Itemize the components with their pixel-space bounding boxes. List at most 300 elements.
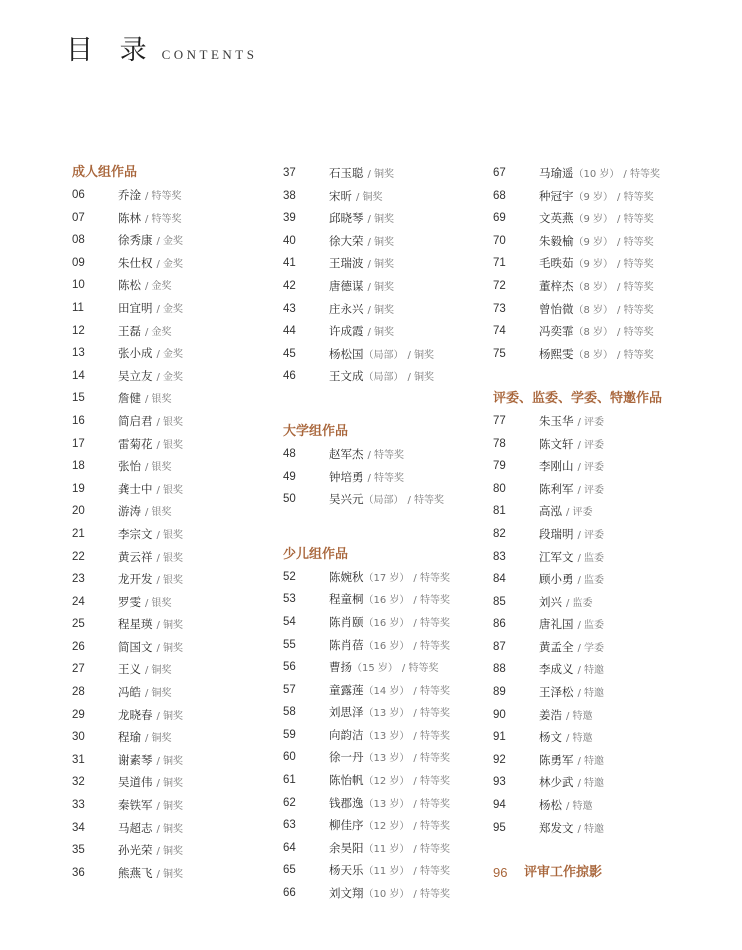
toc-entry[interactable] bbox=[72, 410, 272, 433]
toc-entry[interactable] bbox=[493, 636, 703, 659]
entry-page-number: 41 bbox=[283, 257, 296, 270]
entry-text bbox=[118, 591, 172, 616]
entry-page-number: 31 bbox=[72, 753, 85, 766]
entry-name: 陈怡帆 bbox=[329, 773, 364, 788]
entry-award: / 评委 bbox=[577, 529, 605, 541]
toc-entry[interactable] bbox=[72, 297, 272, 320]
entry-page-number: 14 bbox=[72, 369, 85, 382]
entry-award: / 金奖 bbox=[145, 326, 172, 338]
toc-entry[interactable] bbox=[72, 252, 272, 275]
toc-entry[interactable] bbox=[283, 443, 483, 466]
entry-text bbox=[118, 478, 183, 503]
entry-page-number: 40 bbox=[283, 234, 296, 247]
toc-entry[interactable] bbox=[283, 634, 483, 657]
entry-award: / 特等奖 bbox=[367, 449, 405, 461]
entry-text bbox=[539, 410, 604, 435]
entry-name: 种冠宇 bbox=[539, 188, 574, 203]
entry-award: / 铜奖 bbox=[156, 710, 184, 722]
entry-note: （12 岁） bbox=[363, 821, 410, 833]
entry-name: 龙晓春 bbox=[118, 707, 153, 722]
toc-entry[interactable] bbox=[283, 611, 483, 634]
entry-name: 马瑜遥 bbox=[539, 166, 574, 180]
entry-award: / 特等奖 bbox=[413, 866, 450, 878]
entry-name: 许成霞 bbox=[329, 324, 364, 339]
toc-entry[interactable] bbox=[283, 792, 483, 815]
toc-column-2 bbox=[283, 162, 483, 905]
entry-award: / 银奖 bbox=[156, 484, 184, 496]
entry-text bbox=[329, 252, 394, 277]
entry-award: / 金奖 bbox=[145, 281, 172, 293]
toc-entry[interactable] bbox=[283, 679, 483, 702]
entry-award: / 评委 bbox=[566, 507, 593, 519]
entry-award: / 特邀 bbox=[577, 665, 605, 677]
toc-entry[interactable] bbox=[493, 230, 703, 253]
toc-entry[interactable] bbox=[493, 704, 703, 727]
entry-award: / 铜奖 bbox=[367, 169, 395, 180]
entry-name: 江军文 bbox=[539, 549, 574, 564]
toc-entry[interactable] bbox=[493, 749, 703, 772]
entry-text bbox=[118, 613, 183, 638]
entry-award: / 金奖 bbox=[156, 349, 184, 361]
entry-text bbox=[118, 500, 172, 525]
entry-note: （17 岁） bbox=[363, 572, 410, 584]
entry-award: / 特等奖 bbox=[413, 730, 450, 742]
entry-text bbox=[539, 252, 654, 277]
entry-text bbox=[118, 274, 172, 299]
toc-entry[interactable] bbox=[283, 746, 483, 769]
entry-name: 黄云祥 bbox=[118, 549, 153, 564]
toc-entry[interactable] bbox=[493, 613, 703, 636]
entry-name: 陈利军 bbox=[539, 481, 574, 496]
toc-entry[interactable] bbox=[72, 749, 272, 772]
entry-page-number: 86 bbox=[493, 618, 506, 631]
entry-page-number: 15 bbox=[72, 392, 85, 405]
entry-award: / 特邀 bbox=[577, 688, 605, 700]
entry-page-number: 16 bbox=[72, 414, 85, 427]
entry-text bbox=[118, 771, 183, 796]
entry-text bbox=[118, 455, 172, 480]
toc-entry[interactable] bbox=[283, 656, 483, 679]
entry-note: （16 岁） bbox=[363, 595, 410, 607]
toc-entry[interactable] bbox=[72, 478, 272, 501]
entry-note: （9 岁） bbox=[573, 214, 614, 226]
section-title-youth: 少儿组作品 bbox=[283, 546, 349, 562]
entry-text bbox=[539, 591, 593, 616]
entry-text bbox=[539, 726, 593, 751]
entry-page-number: 82 bbox=[493, 527, 506, 540]
toc-entry[interactable] bbox=[493, 320, 703, 343]
toc-entry[interactable] bbox=[283, 859, 483, 882]
entry-name: 张小成 bbox=[118, 346, 153, 361]
entry-page-number: 49 bbox=[283, 470, 296, 483]
toc-entry[interactable] bbox=[72, 433, 272, 456]
entry-text bbox=[329, 566, 450, 591]
entry-page-number: 60 bbox=[283, 751, 296, 764]
entry-name: 罗雯 bbox=[118, 594, 141, 609]
entry-text bbox=[329, 656, 438, 681]
toc-entry[interactable] bbox=[283, 488, 483, 511]
entry-text bbox=[118, 184, 182, 209]
entry-award: / 评委 bbox=[577, 484, 605, 496]
toc-entry[interactable] bbox=[493, 252, 703, 275]
entry-award: / 银奖 bbox=[156, 575, 184, 587]
entry-text bbox=[539, 433, 604, 458]
entry-name: 文英燕 bbox=[539, 211, 574, 226]
entry-name: 邱晓琴 bbox=[329, 211, 364, 226]
entry-award: / 特等奖 bbox=[413, 617, 450, 629]
toc-entry[interactable] bbox=[493, 162, 703, 185]
entry-note: （8 岁） bbox=[573, 327, 614, 339]
entry-page-number: 38 bbox=[283, 189, 296, 202]
toc-entry[interactable] bbox=[72, 207, 272, 230]
entry-award: / 铜奖 bbox=[367, 327, 395, 339]
toc-entry[interactable] bbox=[72, 455, 272, 478]
entry-text bbox=[329, 588, 450, 613]
entry-name: 柳佳序 bbox=[329, 818, 364, 833]
entry-page-number: 62 bbox=[283, 796, 296, 809]
toc-entry[interactable] bbox=[493, 455, 703, 478]
entry-note: （9 岁） bbox=[573, 259, 614, 271]
entry-name: 杨天乐 bbox=[329, 863, 364, 878]
toc-entry[interactable] bbox=[283, 724, 483, 747]
entry-name: 詹健 bbox=[118, 391, 141, 406]
toc-entry[interactable] bbox=[72, 839, 272, 862]
entry-page-number: 21 bbox=[72, 527, 85, 540]
toc-entry[interactable] bbox=[493, 343, 703, 366]
entry-name: 刘文翔 bbox=[329, 886, 364, 901]
entry-text bbox=[539, 500, 593, 525]
entry-name: 黄孟全 bbox=[539, 639, 574, 654]
entry-award: / 银奖 bbox=[156, 552, 184, 564]
entry-award: / 银奖 bbox=[156, 439, 184, 451]
entry-name: 程瑜 bbox=[118, 730, 141, 745]
entry-note: （13 岁） bbox=[363, 708, 410, 720]
entry-name: 陈文轩 bbox=[539, 436, 574, 451]
entry-name: 冯皓 bbox=[118, 685, 141, 700]
toc-entry[interactable] bbox=[72, 794, 272, 817]
toc-entry[interactable] bbox=[283, 466, 483, 489]
entry-page-number: 56 bbox=[283, 661, 296, 674]
entry-text bbox=[118, 546, 183, 571]
toc-column-3 bbox=[493, 162, 703, 885]
entry-page-number: 34 bbox=[72, 821, 85, 834]
entry-page-number: 46 bbox=[283, 370, 296, 383]
entry-page-number: 93 bbox=[493, 776, 506, 789]
toc-entry[interactable] bbox=[283, 365, 483, 388]
entry-award: / 铜奖 bbox=[145, 733, 172, 745]
toc-entry[interactable] bbox=[493, 478, 703, 501]
entry-text bbox=[539, 320, 654, 345]
entry-award: / 铜奖 bbox=[156, 778, 184, 790]
toc-entry[interactable] bbox=[493, 410, 703, 433]
entry-award: / 铜奖 bbox=[407, 349, 435, 361]
entry-text bbox=[118, 297, 183, 322]
entry-text bbox=[329, 769, 450, 794]
entry-award: / 铜奖 bbox=[367, 214, 395, 226]
entry-text bbox=[539, 275, 654, 300]
entry-text bbox=[329, 230, 394, 255]
entry-text bbox=[329, 320, 394, 345]
entry-page-number: 25 bbox=[72, 618, 85, 631]
entry-page-number: 12 bbox=[72, 324, 85, 337]
toc-entry[interactable] bbox=[283, 230, 483, 253]
entry-text bbox=[329, 837, 450, 862]
toc-entry[interactable] bbox=[283, 207, 483, 230]
entry-name: 秦铁军 bbox=[118, 798, 153, 813]
toc-entry[interactable] bbox=[493, 658, 703, 681]
toc-entry[interactable] bbox=[283, 320, 483, 343]
entry-note: （10 岁） bbox=[363, 889, 410, 901]
entry-name: 董梓杰 bbox=[539, 278, 574, 293]
toc-list-adult-cont bbox=[283, 162, 483, 388]
entry-page-number: 95 bbox=[493, 821, 506, 834]
entry-award: / 铜奖 bbox=[367, 236, 395, 248]
entry-text bbox=[329, 792, 450, 817]
entry-text bbox=[118, 433, 183, 458]
entry-page-number: 74 bbox=[493, 325, 506, 338]
toc-entry[interactable] bbox=[493, 568, 703, 591]
entry-award: / 特等奖 bbox=[617, 259, 654, 271]
entry-award: / 特等奖 bbox=[413, 685, 450, 697]
entry-award: / 学委 bbox=[577, 642, 605, 654]
entry-award: / 特等奖 bbox=[407, 495, 445, 507]
entry-page-number: 72 bbox=[493, 279, 506, 292]
entry-award: / 银奖 bbox=[145, 597, 172, 609]
toc-entry[interactable] bbox=[283, 298, 483, 321]
entry-name: 程星瑛 bbox=[118, 617, 153, 632]
entry-name: 陈松 bbox=[118, 278, 141, 293]
entry-name: 马超志 bbox=[118, 820, 153, 835]
entry-page-number: 06 bbox=[72, 189, 85, 201]
entry-note: （13 岁） bbox=[363, 753, 410, 765]
entry-award: / 银奖 bbox=[156, 416, 184, 428]
toc-entry[interactable] bbox=[283, 588, 483, 611]
toc-entry[interactable] bbox=[72, 636, 272, 659]
entry-name: 刘兴 bbox=[539, 594, 562, 609]
toc-entry[interactable] bbox=[283, 275, 483, 298]
entry-award: / 特等奖 bbox=[145, 191, 182, 202]
entry-award: / 特等奖 bbox=[617, 214, 654, 226]
entry-award: / 银奖 bbox=[156, 529, 184, 541]
entry-award: / 银奖 bbox=[145, 462, 172, 474]
toc-entry[interactable] bbox=[283, 185, 483, 208]
entry-text bbox=[539, 681, 604, 706]
entry-text bbox=[329, 488, 444, 513]
toc-entry[interactable] bbox=[72, 229, 272, 252]
entry-note: （16 岁） bbox=[363, 617, 410, 629]
toc-list-university bbox=[283, 443, 483, 511]
toc-entry[interactable] bbox=[72, 613, 272, 636]
toc-entry[interactable] bbox=[493, 591, 703, 614]
entry-text bbox=[118, 320, 172, 345]
toc-entry[interactable] bbox=[72, 546, 272, 569]
entry-award: / 特等奖 bbox=[145, 213, 182, 225]
toc-entry[interactable] bbox=[283, 882, 483, 905]
toc-list-youth bbox=[283, 566, 483, 905]
entry-name: 谢素琴 bbox=[118, 752, 153, 767]
entry-page-number: 78 bbox=[493, 437, 506, 450]
toc-entry[interactable] bbox=[72, 704, 272, 727]
toc-entry[interactable] bbox=[72, 568, 272, 591]
entry-text bbox=[539, 658, 604, 683]
entry-page-number: 29 bbox=[72, 708, 85, 721]
entry-name: 吴道伟 bbox=[118, 775, 153, 790]
toc-entry[interactable] bbox=[72, 342, 272, 365]
entry-name: 刘思泽 bbox=[329, 705, 364, 720]
entry-page-number: 79 bbox=[493, 460, 506, 473]
entry-award: / 特等奖 bbox=[617, 349, 654, 361]
entry-award: / 特等奖 bbox=[413, 708, 450, 720]
toc-entry[interactable] bbox=[72, 726, 272, 749]
entry-name: 童露莲 bbox=[329, 682, 364, 697]
entry-page-number: 55 bbox=[283, 638, 296, 651]
entry-page-number: 17 bbox=[72, 437, 85, 450]
entry-name: 陈林 bbox=[118, 210, 141, 225]
toc-entry[interactable] bbox=[283, 701, 483, 724]
toc-entry[interactable] bbox=[283, 814, 483, 837]
toc-entry[interactable] bbox=[493, 771, 703, 794]
entry-page-number: 33 bbox=[72, 799, 85, 812]
entry-page-number: 65 bbox=[283, 864, 296, 877]
entry-page-number: 30 bbox=[72, 731, 85, 744]
toc-entry[interactable] bbox=[493, 275, 703, 298]
entry-name: 杨松 bbox=[539, 798, 562, 813]
toc-entry[interactable] bbox=[72, 658, 272, 681]
entry-text bbox=[118, 726, 172, 751]
entry-text bbox=[539, 478, 604, 503]
toc-entry[interactable] bbox=[72, 817, 272, 840]
entry-note: （局部） bbox=[363, 349, 404, 361]
entry-page-number: 83 bbox=[493, 550, 506, 563]
toc-entry[interactable] bbox=[493, 523, 703, 546]
toc-list-adult bbox=[72, 184, 272, 884]
toc-entry[interactable] bbox=[72, 365, 272, 388]
toc-entry[interactable] bbox=[72, 681, 272, 704]
toc-entry[interactable] bbox=[72, 862, 272, 885]
toc-entry[interactable] bbox=[493, 207, 703, 230]
entry-award: / 特等奖 bbox=[617, 236, 654, 248]
entry-page-number: 88 bbox=[493, 663, 506, 676]
entry-award: / 监委 bbox=[577, 575, 605, 587]
entry-page-number: 18 bbox=[72, 460, 85, 473]
toc-entry[interactable] bbox=[72, 771, 272, 794]
toc-entry[interactable] bbox=[283, 252, 483, 275]
entry-page-number: 71 bbox=[493, 257, 506, 270]
entry-award: / 特邀 bbox=[566, 801, 593, 813]
entry-award: / 特等奖 bbox=[413, 821, 450, 833]
entry-award: / 监委 bbox=[566, 597, 593, 609]
entry-name: 唐礼国 bbox=[539, 617, 574, 632]
entry-page-number: 11 bbox=[72, 301, 84, 314]
entry-text bbox=[118, 410, 183, 435]
toc-entry[interactable] bbox=[493, 185, 703, 208]
entry-name: 陈婉秋 bbox=[329, 569, 364, 584]
entry-award: / 铜奖 bbox=[367, 304, 395, 316]
entry-text bbox=[539, 568, 604, 593]
toc-entry[interactable] bbox=[493, 681, 703, 704]
entry-name: 毛昳茹 bbox=[539, 256, 574, 271]
entry-text bbox=[539, 749, 604, 774]
entry-name: 吴立友 bbox=[118, 368, 153, 383]
entry-name: 张怡 bbox=[118, 459, 141, 474]
entry-note: （14 岁） bbox=[363, 685, 410, 697]
toc-entry[interactable] bbox=[283, 162, 483, 185]
entry-name: 顾小勇 bbox=[539, 572, 574, 587]
entry-name: 王义 bbox=[118, 662, 141, 677]
entry-page-number: 53 bbox=[283, 593, 296, 606]
toc-entry[interactable] bbox=[283, 837, 483, 860]
entry-name: 简国文 bbox=[118, 639, 153, 654]
entry-page-number: 19 bbox=[72, 482, 85, 495]
entry-text bbox=[118, 704, 183, 729]
entry-text bbox=[329, 679, 450, 704]
entry-page-number: 32 bbox=[72, 776, 85, 789]
entry-text bbox=[118, 568, 183, 593]
entry-name: 郑发文 bbox=[539, 820, 574, 835]
toc-entry[interactable] bbox=[493, 298, 703, 321]
entry-award: / 铜奖 bbox=[367, 281, 395, 293]
entry-note: （8 岁） bbox=[573, 304, 614, 316]
entry-page-number: 23 bbox=[72, 573, 85, 586]
entry-page-number: 80 bbox=[493, 482, 506, 495]
entry-award: / 特邀 bbox=[566, 710, 593, 722]
entry-name: 徐一丹 bbox=[329, 750, 364, 765]
toc-entry[interactable] bbox=[72, 500, 272, 523]
entry-page-number: 20 bbox=[72, 505, 85, 518]
entry-text bbox=[539, 207, 654, 232]
entry-page-number: 63 bbox=[283, 819, 296, 832]
toc-entry[interactable] bbox=[283, 343, 483, 366]
entry-name: 王泽松 bbox=[539, 685, 574, 700]
entry-award: / 铜奖 bbox=[156, 642, 184, 654]
entry-name: 余昊阳 bbox=[329, 840, 364, 855]
toc-entry[interactable] bbox=[72, 320, 272, 343]
toc-entry[interactable] bbox=[493, 817, 703, 840]
entry-text bbox=[118, 387, 172, 412]
entry-award: / 银奖 bbox=[145, 394, 172, 406]
toc-entry[interactable] bbox=[493, 500, 703, 523]
toc-entry[interactable] bbox=[493, 433, 703, 456]
toc-entry[interactable] bbox=[72, 591, 272, 614]
toc-entry[interactable] bbox=[283, 566, 483, 589]
entry-award: / 特等奖 bbox=[413, 572, 450, 584]
toc-entry[interactable] bbox=[72, 523, 272, 546]
toc-entry[interactable] bbox=[72, 184, 272, 207]
entry-text bbox=[329, 365, 434, 390]
entry-text bbox=[329, 611, 450, 636]
toc-entry[interactable] bbox=[493, 546, 703, 569]
entry-page-number: 09 bbox=[72, 256, 85, 269]
toc-entry[interactable] bbox=[493, 726, 703, 749]
toc-entry[interactable] bbox=[493, 794, 703, 817]
entry-page-number: 91 bbox=[493, 731, 506, 744]
entry-name: 吴兴元 bbox=[329, 492, 364, 507]
entry-text bbox=[118, 252, 183, 277]
entry-page-number: 42 bbox=[283, 279, 296, 292]
entry-text bbox=[539, 455, 604, 480]
entry-page-number: 64 bbox=[283, 841, 296, 854]
entry-name: 宋昕 bbox=[329, 188, 352, 203]
entry-text bbox=[118, 862, 183, 887]
toc-entry-special[interactable] bbox=[493, 861, 703, 885]
toc-entry[interactable] bbox=[283, 769, 483, 792]
entry-name: 唐德谋 bbox=[329, 278, 364, 293]
toc-entry[interactable] bbox=[72, 274, 272, 297]
entry-text bbox=[329, 882, 450, 907]
toc-entry[interactable] bbox=[72, 387, 272, 410]
entry-note: （13 岁） bbox=[363, 798, 410, 810]
entry-page-number: 26 bbox=[72, 640, 85, 653]
